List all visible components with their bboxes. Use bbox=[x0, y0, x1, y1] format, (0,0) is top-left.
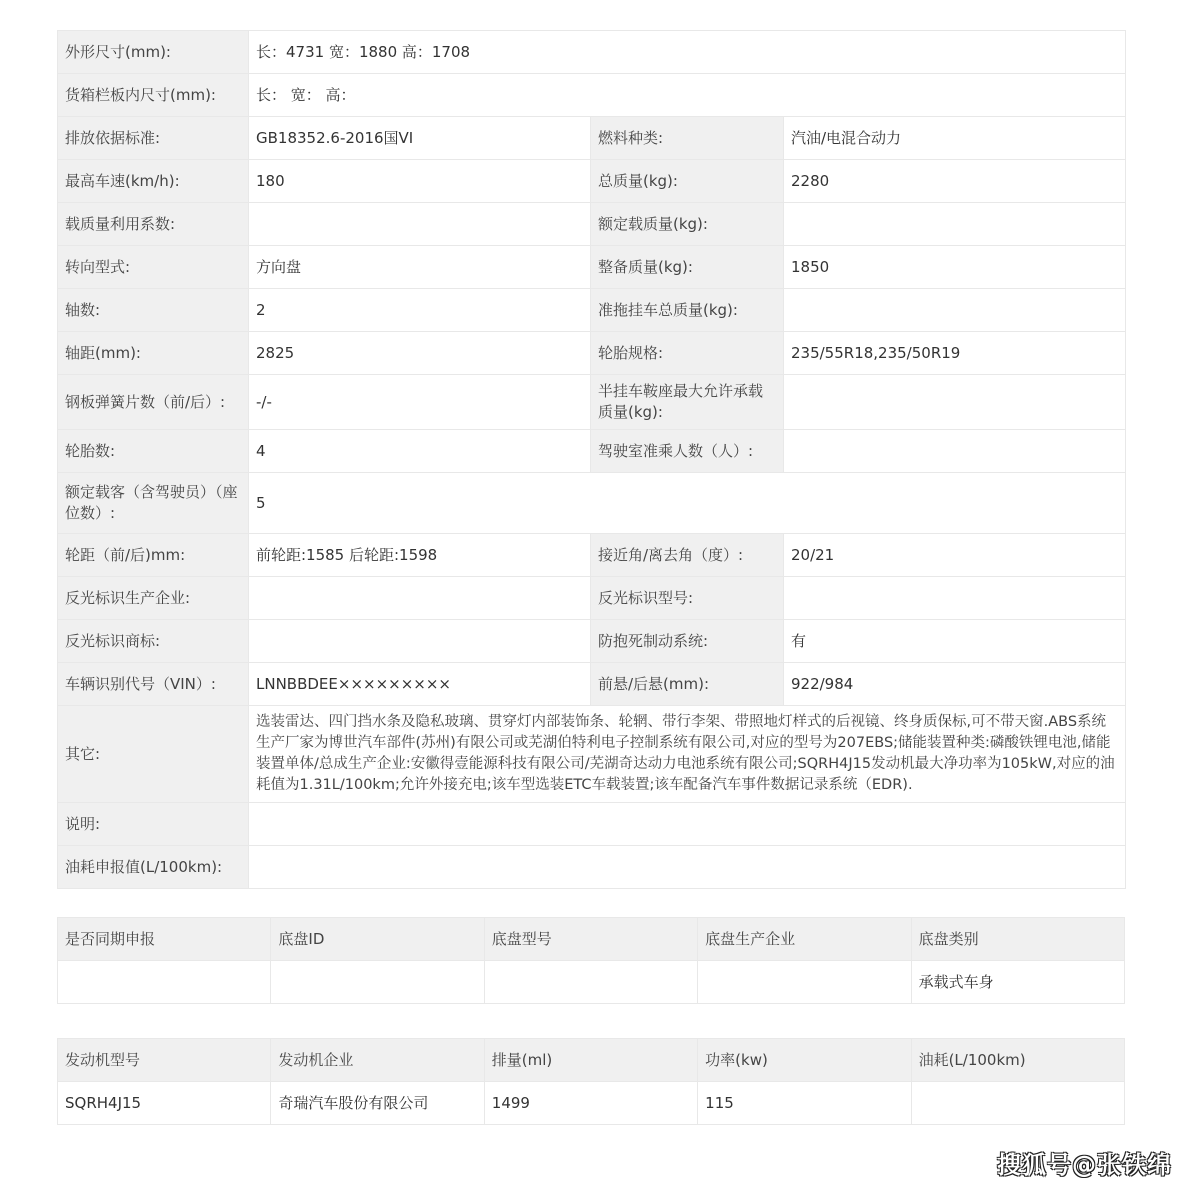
column-header: 功率(kw) bbox=[698, 1039, 911, 1082]
table-row bbox=[58, 706, 1126, 803]
table-cell: 115 bbox=[698, 1082, 911, 1125]
dimensions-label: 外形尺寸(mm): bbox=[58, 31, 249, 74]
table-cell bbox=[58, 961, 271, 1004]
overhang-value: 922/984 bbox=[784, 663, 1126, 706]
table-row bbox=[58, 289, 1126, 332]
abs-label: 防抱死制动系统: bbox=[591, 620, 784, 663]
reflector-brand-value bbox=[249, 620, 591, 663]
table-header-row bbox=[58, 1039, 1125, 1082]
table-row bbox=[58, 577, 1126, 620]
remarks-value bbox=[249, 803, 1126, 846]
fuel-type-label: 燃料种类: bbox=[591, 117, 784, 160]
tire-spec-value: 235/55R18,235/50R19 bbox=[784, 332, 1126, 375]
load-utilization-value bbox=[249, 203, 591, 246]
rated-load-value bbox=[784, 203, 1126, 246]
column-header: 底盘型号 bbox=[484, 918, 697, 961]
rated-passengers-label: 额定载客（含驾驶员）（座位数）: bbox=[58, 473, 249, 534]
curb-weight-label: 整备质量(kg): bbox=[591, 246, 784, 289]
approach-departure-angle-value: 20/21 bbox=[784, 534, 1126, 577]
table-row bbox=[58, 375, 1126, 430]
axle-count-value: 2 bbox=[249, 289, 591, 332]
table-cell: 1499 bbox=[484, 1082, 697, 1125]
saddle-load-value bbox=[784, 375, 1126, 430]
fuel-type-value: 汽油/电混合动力 bbox=[784, 117, 1126, 160]
saddle-load-label: 半挂车鞍座最大允许承载质量(kg): bbox=[591, 375, 784, 430]
chassis-table bbox=[57, 917, 1125, 1004]
wheelbase-label: 轴距(mm): bbox=[58, 332, 249, 375]
leaf-spring-label: 钢板弹簧片数（前/后）: bbox=[58, 375, 249, 430]
vin-value: LNNBBDEE××××××××× bbox=[249, 663, 591, 706]
trailer-mass-label: 准拖挂车总质量(kg): bbox=[591, 289, 784, 332]
table-header-row bbox=[58, 918, 1125, 961]
max-speed-label: 最高车速(km/h): bbox=[58, 160, 249, 203]
tire-count-value: 4 bbox=[249, 430, 591, 473]
gross-mass-value: 2280 bbox=[784, 160, 1126, 203]
engine-table bbox=[57, 1038, 1125, 1125]
cargo-box-dimensions-label: 货箱栏板内尺寸(mm): bbox=[58, 74, 249, 117]
spec-table bbox=[57, 30, 1126, 889]
tire-count-label: 轮胎数: bbox=[58, 430, 249, 473]
other-value: 选装雷达、四门挡水条及隐私玻璃、贯穿灯内部装饰条、轮辋、带行李架、带照地灯样式的后视镜、终身质保标,可不带天窗.ABS系统生产厂家为博世汽车部件(苏州)有限公司或芜湖伯特利电子控制系统有限公司,对应的型号为207EBS;储能装置种类:磷酸铁锂电池,储能装置单体/总成生产企业:安徽得壹能源科技有限公司/芜湖奇达动力电池系统有限公司;SQRH4J15发动机最大净功率为105kW,对应的油耗值为1.31L/100km;允许外接充电;该车型选装ETC车载装置;该车配备汽车事件数据记录系统（EDR). bbox=[249, 706, 1126, 803]
fuel-consumption-value bbox=[249, 846, 1126, 889]
steering-type-label: 转向型式: bbox=[58, 246, 249, 289]
load-utilization-label: 载质量利用系数: bbox=[58, 203, 249, 246]
leaf-spring-value: -/- bbox=[249, 375, 591, 430]
reflector-model-value bbox=[784, 577, 1126, 620]
axle-count-label: 轴数: bbox=[58, 289, 249, 332]
rated-load-label: 额定载质量(kg): bbox=[591, 203, 784, 246]
steering-type-value: 方向盘 bbox=[249, 246, 591, 289]
table-row bbox=[58, 31, 1126, 74]
table-row bbox=[58, 803, 1126, 846]
table-row bbox=[58, 246, 1126, 289]
trailer-mass-value bbox=[784, 289, 1126, 332]
fuel-consumption-label: 油耗申报值(L/100km): bbox=[58, 846, 249, 889]
reflector-maker-value bbox=[249, 577, 591, 620]
rated-passengers-value: 5 bbox=[249, 473, 1126, 534]
table-cell bbox=[484, 961, 697, 1004]
watermark: 搜狐号@张铁绵 bbox=[997, 1151, 1172, 1179]
column-header: 排量(ml) bbox=[484, 1039, 697, 1082]
table-row bbox=[58, 74, 1126, 117]
track-width-value: 前轮距:1585 后轮距:1598 bbox=[249, 534, 591, 577]
max-speed-value: 180 bbox=[249, 160, 591, 203]
table-cell bbox=[271, 961, 484, 1004]
vehicle-spec-document bbox=[57, 30, 1125, 1125]
column-header: 发动机型号 bbox=[58, 1039, 271, 1082]
dimensions-value: 长：4731 宽：1880 高：1708 bbox=[249, 31, 1126, 74]
table-cell: 奇瑞汽车股份有限公司 bbox=[271, 1082, 484, 1125]
overhang-label: 前悬/后悬(mm): bbox=[591, 663, 784, 706]
cab-capacity-label: 驾驶室准乘人数（人）: bbox=[591, 430, 784, 473]
table-row bbox=[58, 846, 1126, 889]
table-cell: 承载式车身 bbox=[911, 961, 1124, 1004]
cab-capacity-value bbox=[784, 430, 1126, 473]
abs-value: 有 bbox=[784, 620, 1126, 663]
other-label: 其它: bbox=[58, 706, 249, 803]
table-row bbox=[58, 534, 1126, 577]
table-row bbox=[58, 1082, 1125, 1125]
table-row bbox=[58, 203, 1126, 246]
table-row bbox=[58, 473, 1126, 534]
column-header: 底盘ID bbox=[271, 918, 484, 961]
column-header: 底盘类别 bbox=[911, 918, 1124, 961]
column-header: 发动机企业 bbox=[271, 1039, 484, 1082]
vin-label: 车辆识别代号（VIN）: bbox=[58, 663, 249, 706]
remarks-label: 说明: bbox=[58, 803, 249, 846]
column-header: 油耗(L/100km) bbox=[911, 1039, 1124, 1082]
column-header: 底盘生产企业 bbox=[698, 918, 911, 961]
reflector-maker-label: 反光标识生产企业: bbox=[58, 577, 249, 620]
table-row bbox=[58, 663, 1126, 706]
table-row bbox=[58, 961, 1125, 1004]
table-row bbox=[58, 117, 1126, 160]
table-cell bbox=[698, 961, 911, 1004]
gross-mass-label: 总质量(kg): bbox=[591, 160, 784, 203]
emission-standard-label: 排放依据标准: bbox=[58, 117, 249, 160]
curb-weight-value: 1850 bbox=[784, 246, 1126, 289]
tire-spec-label: 轮胎规格: bbox=[591, 332, 784, 375]
column-header: 是否同期申报 bbox=[58, 918, 271, 961]
approach-departure-angle-label: 接近角/离去角（度）: bbox=[591, 534, 784, 577]
reflector-model-label: 反光标识型号: bbox=[591, 577, 784, 620]
cargo-box-dimensions-value: 长： 宽： 高： bbox=[249, 74, 1126, 117]
table-row bbox=[58, 430, 1126, 473]
track-width-label: 轮距（前/后)mm: bbox=[58, 534, 249, 577]
table-cell: SQRH4J15 bbox=[58, 1082, 271, 1125]
wheelbase-value: 2825 bbox=[249, 332, 591, 375]
table-row bbox=[58, 620, 1126, 663]
emission-standard-value: GB18352.6-2016国VI bbox=[249, 117, 591, 160]
table-row bbox=[58, 160, 1126, 203]
table-cell bbox=[911, 1082, 1124, 1125]
reflector-brand-label: 反光标识商标: bbox=[58, 620, 249, 663]
table-row bbox=[58, 332, 1126, 375]
